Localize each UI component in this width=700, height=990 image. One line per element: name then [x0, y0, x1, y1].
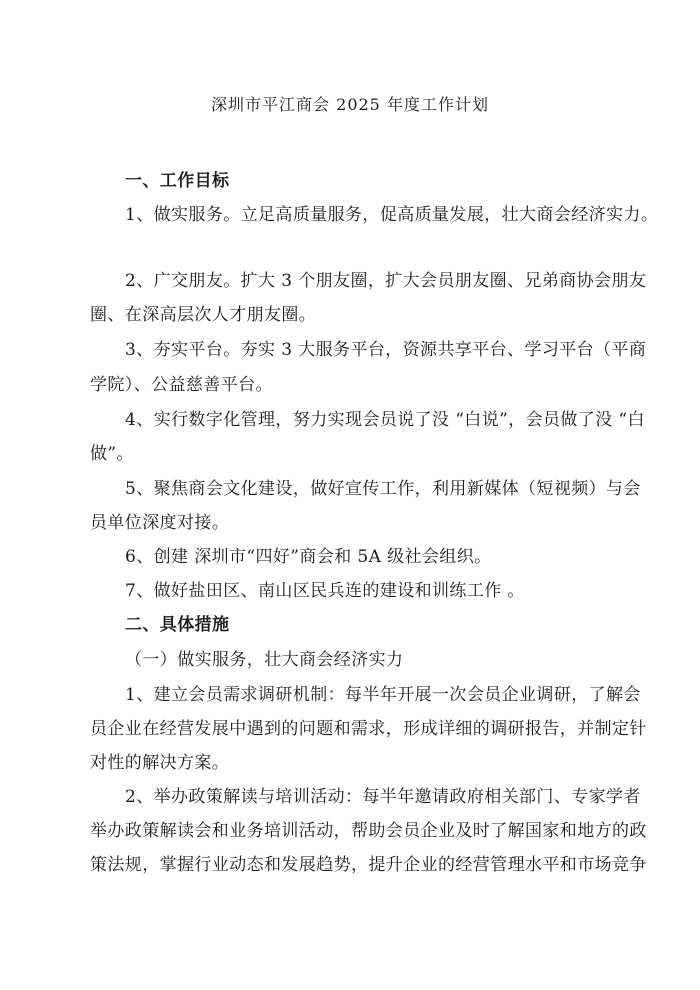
section-heading-measures: 二、具体措施 [125, 615, 230, 635]
section-heading-goals: 一、工作目标 [125, 171, 230, 191]
goal-item-5-cont: 员单位深度对接。 [90, 513, 230, 533]
goal-item-4: 4、实行数字化管理，努力实现会员说了没 “白说”，会员做了没 “白 [125, 410, 645, 430]
subsection-heading-1: （一）做实服务，壮大商会经济实力 [125, 650, 404, 670]
goal-item-2-cont: 圈、在深高层次人才朋友圈。 [90, 305, 317, 325]
document-title: 深圳市平江商会 2025 年度工作计划 [211, 95, 489, 114]
measure-item-2-cont2: 策法规，掌握行业动态和发展趋势，提升企业的经营管理水平和市场竞争 [90, 855, 647, 875]
measure-item-2-cont: 举办政策解读会和业务培训活动，帮助会员企业及时了解国家和地方的政 [90, 821, 647, 841]
goal-item-2: 2、广交朋友。扩大 3 个朋友圈，扩大会员朋友圈、兄弟商协会朋友 [125, 271, 647, 291]
goal-item-6: 6、创建 深圳市“四好”商会和 5A 级社会组织。 [125, 547, 492, 567]
goal-item-7: 7、做好盐田区、南山区民兵连的建设和训练工作 。 [125, 581, 525, 601]
goal-item-3-cont: 学院）、公益慈善平台。 [90, 375, 273, 395]
measure-item-1-cont2: 对性的解决方案。 [90, 753, 230, 773]
measure-item-1-cont: 员企业在经营发展中遇到的问题和需求，形成详细的调研报告，并制定针 [90, 719, 647, 739]
goal-item-5: 5、聚焦商会文化建设，做好宣传工作，利用新媒体（短视频）与会 [125, 479, 641, 499]
goal-item-4-cont: 做”。 [90, 444, 134, 464]
goal-item-3: 3、夯实平台。夯实 3 大服务平台，资源共享平台、学习平台（平商 [125, 340, 647, 360]
measure-item-2: 2、举办政策解读与培训活动：每半年邀请政府相关部门、专家学者 [125, 787, 641, 807]
goal-item-1: 1、做实服务。立足高质量服务，促高质量发展，壮大商会经济实力。 [125, 205, 659, 225]
measure-item-1: 1、建立会员需求调研机制：每半年开展一次会员企业调研，了解会 [125, 685, 641, 705]
